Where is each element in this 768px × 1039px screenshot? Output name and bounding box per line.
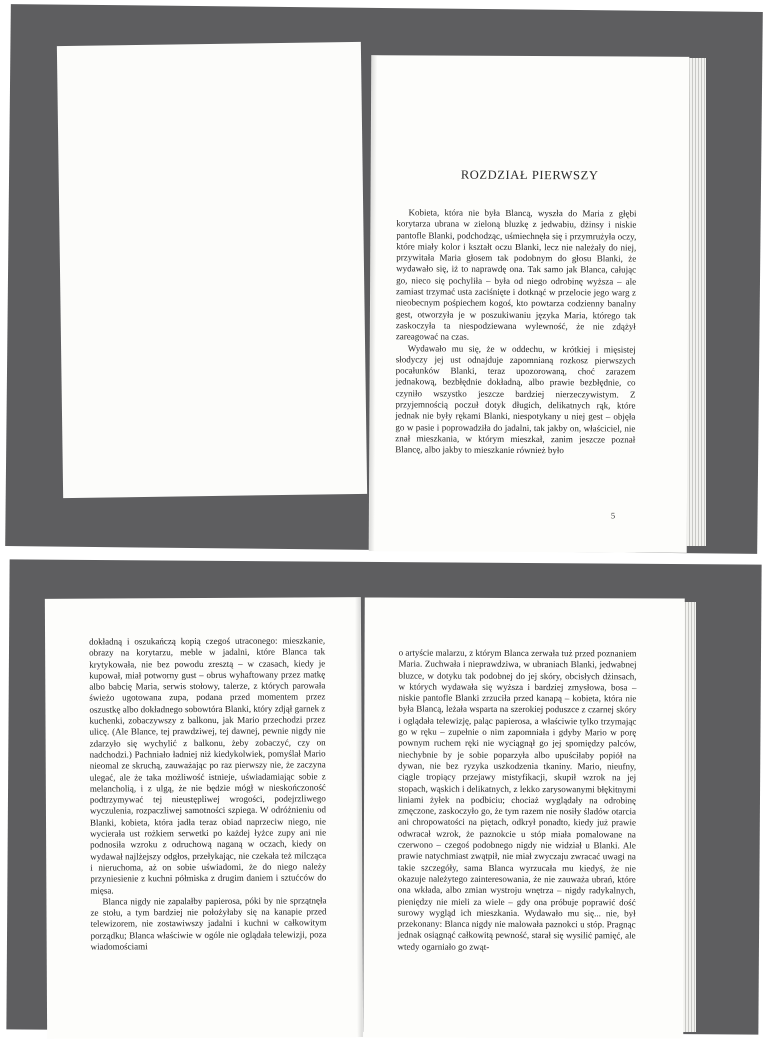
right-page-chapter-start [369, 55, 690, 553]
paragraph: Blanca nigdy nie zapalałby papierosa, póki by nie sprzątnęła ze stołu, a tym bardziej nie położyłaby się na kanapie przed telewizorem, nie zostawiwszy jadalni i kuchni w całkowitym porządku; Blanca właściwie w ogóle nie oglądała telewizji, poza wiadomościami [90, 895, 327, 952]
scan-bottom-spread [0, 558, 768, 1024]
paragraph: o artyście malarzu, z którym Blanca zerwała tuż przed poznaniem Maria. Zuchwała i nieprawdziwa, w ubraniach Blanki, jedwabnej bluzce, w dotyku tak podobnej do jej skóry, obcisłych dżinsach, w których wydawała się wyższa i bardziej zmysłowa, bosa – niskie pantofle Blanki zrzuciła przed kanapą – kobieta, która nie była Blancą, leżała wsparta na szerokiej poduszce z czarnej skóry i oglądała telewizję, paląc papierosa, a właściwie tylko trzymając go w ręku – zupełnie o nim zapomniała i gdyby Mario w porę pownym ruchem ręki nie wyciągnął go jej spomiędzy palców, niechybnie by je sobie poparzyła albo upuściłaby popiół na dywan, nie bez ryzyka uszkodzenia tkaniny. Mario, nieufny, ciągle tropiący przejawy mistyfikacji, skupił wzrok na jej stopach, wąskich i delikatnych, z lekko zarysowanymi błękitnymi liniami żyłek na podbiciu; chociaż wyglądały na odrobinę zmęczone, zaskoczyło go, że tym razem nie nosiły śladów otarcia ani chropowatości na piętach, odkrył ponadto, kiedy już prawie odwracał wzrok, że paznokcie u stóp miała pomalowane na czerwono – czegoś podobnego nigdy nie widział u Blanki. Ale prawie natychmiast zwątpił, nie miał zwyczaju zwracać uwagi na takie szczegóły, sama Blanca wyrzucała mu kiedyś, że nie okazuje należytego zainteresowania, że nie zauważa ubrań, które ona wkłada, albo zmian wystroju wnętrza – nigdy radykalnych, pieniędzy nie mieli za wiele – gdy ona próbuje poprawić dość surowy wygląd ich mieszkania. Wydawało mu się... nie, był przekonany: Blanca nigdy nie malowała paznokci u stóp. Pragnąc jednak osiągnąć całkowitą pewność, starał się wysilić pamięć, ale wtedy ogarniało go zwąt- [397, 647, 637, 952]
left-page-body [89, 635, 327, 953]
chapter-title: ROZDZIAŁ PIERWSZY [460, 167, 599, 183]
right-page-text [363, 597, 685, 1038]
paragraph: Wydawało mu się, że w oddechu, w krótkiej i mięsistej słodyczy jej ust odnajduje zapomnianą rozkosz pierwszych pocałunków Blanki, teraz upozorowaną, choć zarazem jednakową, bezbłędnie dokładną, albo prawie bezbłędnie, co czyniło wszystko jeszcze bardziej nierzeczywistym. Z przyjemnością poczuł dotyk długich, delikatnych rąk, które jednak nie były rękami Blanki, niespotykany u niej gest – objęła go w pasie i poprowadziła do jadalni, tak jakby on, właściciel, nie znał mieszkania, w którym mieszkał, zanim jeszcze poznał Blancę, albo jakby to mieszkanie również było [395, 342, 636, 456]
chapter-text [395, 207, 636, 457]
blank-left-page [57, 42, 367, 498]
book-gutter [369, 55, 378, 551]
paragraph: Kobieta, która nie była Blancą, wyszła do Maria z głębi korytarza ubrana w zieloną bluzkę z jedwabiu, dżinsy i niskie pantofle Blanki, podchodząc, uśmiechnęła się i przymrużyła oczy, które miały kolor i kształt oczu Blanki, lecz nie należały do niej, przywitała Maria głosem tak podobnym do głosu Blanki, że wydawało się, iż to naprawdę ona. Tak samo jak Blanca, całując go, nieco się pochyliła – była od niego odrobinę wyższa – ale zamiast trzymać usta zaciśnięte i dotknąć w przelocie jego warg z nieobecnym pośpiechem kogoś, kto powtarza codzienny banalny gest, otworzyła je w poszukiwaniu języka Maria, którego tak zaskoczyła ta niespodziewana wylewność, że nie zdążył zareagować na czas. [395, 207, 637, 342]
right-page-body [398, 648, 637, 954]
left-page-text [45, 597, 363, 1039]
paragraph: dokładną i oszukańczą kopią czegoś utraconego: mieszkanie, obrazy na korytarzu, meble w jadalni, które Blanca tak krytykowała, nie bez powodu zresztą – w czasach, kiedy je kupował, miał potworny gust – obrus wyhaftowany przez matkę albo babcię Maria, serwis stołowy, talerze, z których parowała świeżo ugotowana zupa, podana przed momentem przez oszustkę albo dokładnego sobowtóra Blanki, który zdjął garnek z kuchenki, zobaczywszy z balkonu, jak Mario przechodzi przez ulicę. (Ale Blance, tej prawdziwej, tej dawnej, pewnie nigdy nie zdarzyło się wychylić z balkonu, żeby zobaczyć, czy on nadchodzi.) Pachniało ładniej niż kiedykolwiek, pomyślał Mario nieomal ze skruchą, zauważając po raz pierwszy nie, że zaczyna ulegać, ale że taka możliwość istnieje, uświadamiając sobie z melancholią, i z ulgą, że nie będzie mógł w nieskończoność podtrzymywać tej nieustępliwej wrogości, podejrzliwego wyczulenia, rozpaczliwej samotności szpiega. W odróżnieniu od Blanki, kobieta, która jadła teraz obiad naprzeciw niego, nie wycierała ust rożkiem serwetki po każdej łyżce zupy ani nie podnosiła wzroku z odruchową naganą w oczach, kiedy on wydawał najlżejszy odgłos, przełykając, nie czekała też milcząca i nieruchoma, aż on sobie uświadomi, że do niego należy przyniesienie z kuchni półmiska z drugim daniem i sztućców do mięsa. [89, 635, 327, 896]
page-number: 5 [610, 510, 616, 521]
